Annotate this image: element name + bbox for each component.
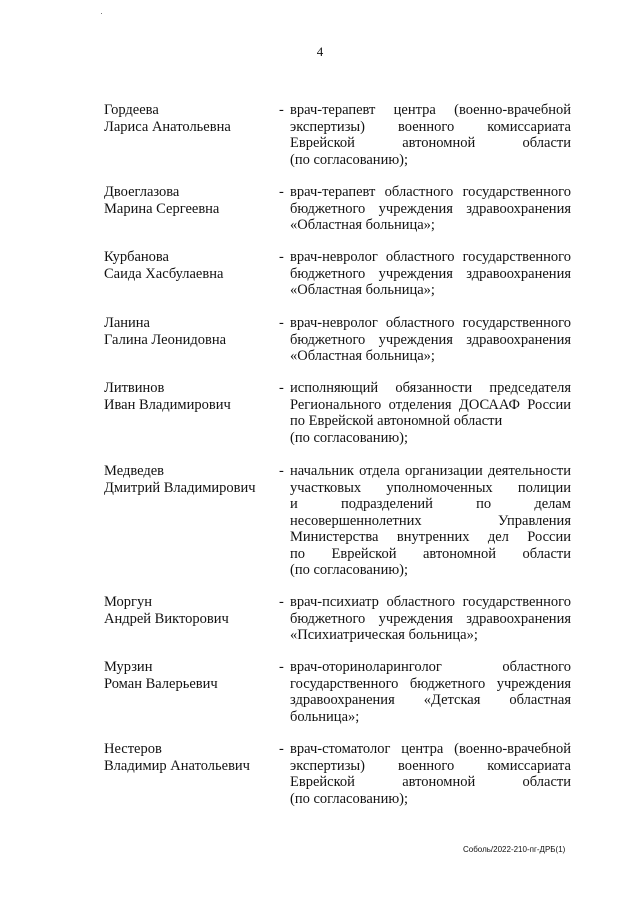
member-name bbox=[104, 315, 274, 348]
member-given-names: Галина Леонидовна bbox=[104, 331, 227, 348]
member-role bbox=[290, 380, 571, 446]
member-name bbox=[104, 463, 274, 496]
member-role bbox=[290, 249, 571, 299]
member-given-names: Марина Сергеевна bbox=[104, 200, 220, 217]
role-line: (по согласованию); bbox=[290, 429, 409, 446]
role-line: бюджетного учреждения здравоохранения bbox=[290, 265, 571, 282]
member-surname: Литвинов bbox=[104, 380, 165, 396]
member-given-names: Саида Хасбулаевна bbox=[104, 265, 224, 282]
dash-separator: - bbox=[279, 315, 284, 331]
document-code: Соболь/2022-210-пг-ДРБ(1) bbox=[463, 845, 566, 854]
member-name bbox=[104, 249, 274, 282]
role-line: больница»; bbox=[290, 708, 360, 725]
member-given-names: Дмитрий Владимирович bbox=[104, 479, 256, 496]
scan-speck bbox=[101, 13, 102, 14]
dash-separator: - bbox=[279, 594, 284, 610]
member-role bbox=[290, 594, 571, 644]
member-given-names: Лариса Анатольевна bbox=[104, 118, 231, 135]
dash-separator: - bbox=[279, 659, 284, 675]
role-line: участковых уполномоченных полиции bbox=[290, 479, 571, 496]
member-surname: Гордеева bbox=[104, 102, 159, 118]
role-line: бюджетного учреждения здравоохранения bbox=[290, 610, 571, 627]
member-surname: Мурзин bbox=[104, 659, 153, 675]
page-number: 4 bbox=[316, 44, 324, 59]
member-name bbox=[104, 741, 274, 774]
member-surname: Двоеглазова bbox=[104, 184, 180, 200]
role-line: Министерства внутренних дел России bbox=[290, 529, 571, 545]
member-role bbox=[290, 741, 571, 807]
role-line: Еврейской автономной области bbox=[290, 774, 571, 790]
member-name bbox=[104, 659, 274, 692]
member-surname: Медведев bbox=[104, 463, 164, 479]
member-role bbox=[290, 315, 571, 365]
role-line: врач-терапевт центра (военно-врачебной bbox=[290, 102, 571, 118]
dash-separator: - bbox=[279, 380, 284, 396]
member-surname: Ланина bbox=[104, 315, 150, 331]
role-line: Регионального отделения ДОСААФ России bbox=[290, 396, 571, 413]
dash-separator: - bbox=[279, 102, 284, 118]
role-line: государственного бюджетного учреждения bbox=[290, 675, 571, 692]
member-role bbox=[290, 102, 571, 168]
role-line: (по согласованию); bbox=[290, 151, 409, 168]
role-line: «Областная больница»; bbox=[290, 348, 435, 364]
role-line: Еврейской автономной области bbox=[290, 135, 571, 151]
member-given-names: Владимир Анатольевич bbox=[104, 757, 250, 774]
member-given-names: Роман Валерьевич bbox=[104, 675, 218, 692]
member-role bbox=[290, 184, 571, 234]
role-line: врач-психиатр областного государственного bbox=[290, 594, 571, 610]
member-role bbox=[290, 659, 571, 725]
role-line: (по согласованию); bbox=[290, 790, 409, 807]
role-line: начальник отдела организации деятельности bbox=[290, 463, 571, 479]
dash-separator: - bbox=[279, 184, 284, 200]
member-surname: Курбанова bbox=[104, 249, 169, 265]
member-surname: Моргун bbox=[104, 594, 152, 610]
role-line: врач-невролог областного государственного bbox=[290, 249, 571, 265]
role-line: по Еврейской автономной области bbox=[290, 545, 571, 562]
role-line: здравоохранения «Детская областная bbox=[290, 692, 571, 708]
role-line: (по согласованию); bbox=[290, 562, 409, 578]
role-line: врач-невролог областного государственного bbox=[290, 315, 571, 331]
member-name bbox=[104, 594, 274, 627]
dash-separator: - bbox=[279, 249, 284, 265]
role-line: «Областная больница»; bbox=[290, 217, 435, 233]
role-line: экспертизы) военного комиссариата bbox=[290, 757, 571, 774]
role-line: и подразделений по делам bbox=[290, 496, 571, 512]
member-name bbox=[104, 184, 274, 217]
role-line: экспертизы) военного комиссариата bbox=[290, 118, 571, 135]
role-line: «Психиатрическая больница»; bbox=[290, 627, 478, 643]
member-name bbox=[104, 380, 274, 413]
role-line: врач-терапевт областного государственного bbox=[290, 184, 571, 200]
member-surname: Нестеров bbox=[104, 741, 162, 757]
role-line: бюджетного учреждения здравоохранения bbox=[290, 331, 571, 348]
member-name bbox=[104, 102, 274, 135]
role-line: бюджетного учреждения здравоохранения bbox=[290, 200, 571, 217]
member-role bbox=[290, 463, 571, 579]
member-given-names: Андрей Викторович bbox=[104, 610, 229, 627]
role-line: врач-оториноларинголог областного bbox=[290, 659, 571, 675]
dash-separator: - bbox=[279, 463, 284, 479]
dash-separator: - bbox=[279, 741, 284, 757]
role-line: по Еврейской автономной области bbox=[290, 413, 503, 429]
role-line: несовершеннолетних Управления bbox=[290, 512, 571, 529]
role-line: «Областная больница»; bbox=[290, 282, 435, 298]
role-line: врач-стоматолог центра (военно-врачебной bbox=[290, 741, 571, 757]
role-line: исполняющий обязанности председателя bbox=[290, 380, 571, 396]
member-given-names: Иван Владимирович bbox=[104, 396, 231, 413]
